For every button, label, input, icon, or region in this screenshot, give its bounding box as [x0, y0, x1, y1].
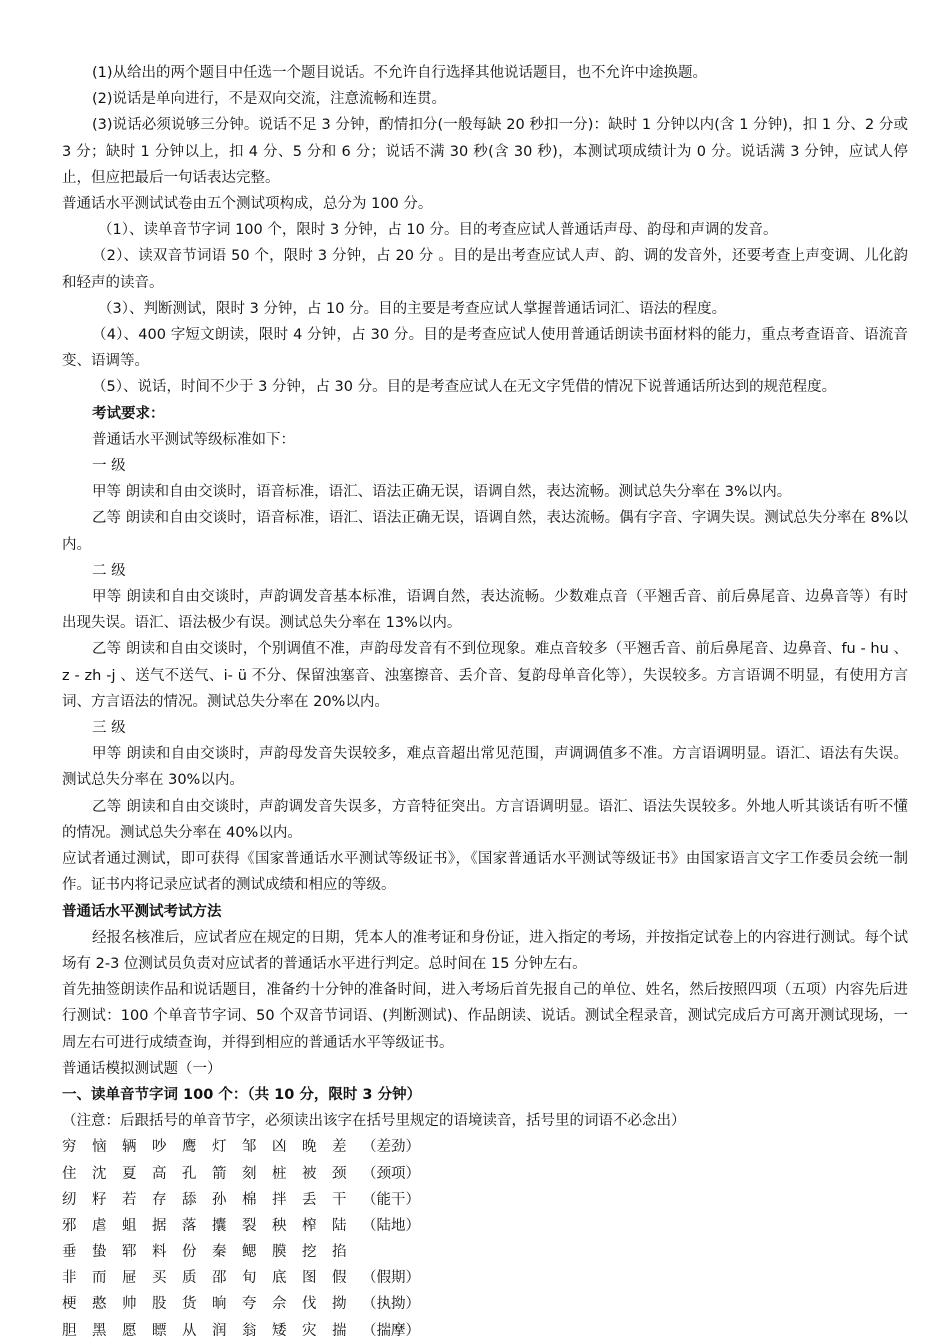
paragraph: (3)说话必须说够三分钟。说话不足 3 分钟，酌情扣分(一般每缺 20 秒扣一分)：缺时 1 分钟以内(含 1 分钟)，扣 1 分、2 分或 3 分；缺时 1 分钟以上，扣 4 分、5 分和 6 分；说话不满 30 秒(含 30 秒)，本测试项成绩计为 0 分。说话满 3 分钟，应试人停止，但应把最后一句话表达完整。	[62, 117, 908, 186]
character-cell: 舔	[182, 1191, 197, 1208]
context-word-note: （颈项）	[362, 1165, 420, 1182]
paragraph: 乙等 朗读和自由交谈时，语音标准，语汇、语法正确无误，语调自然，表达流畅。偶有字音、字调失误。测试总失分率在 8%以内。	[62, 510, 908, 553]
context-word-note: （揣摩）	[362, 1322, 420, 1339]
character-cell: 孙	[212, 1191, 227, 1208]
paragraph: 甲等 朗读和自由交谈时，声韵母发音失误较多，难点音超出常见范围，声调调值多不准。方言语调明显。语汇、语法有失误。测试总失分率在 30%以内。	[62, 746, 908, 789]
character-cell: 夏	[122, 1165, 137, 1182]
character-cell: 籽	[92, 1191, 107, 1208]
character-cell: 恼	[92, 1139, 107, 1156]
character-row	[62, 1161, 908, 1187]
character-cell: 黑	[92, 1322, 107, 1339]
paragraph: 二 级	[92, 562, 126, 579]
paragraph: 普通话水平测试试卷由五个测试项构成，总分为 100 分。	[62, 196, 433, 213]
character-cell: 憨	[92, 1296, 107, 1313]
character-cell: 邵	[212, 1270, 227, 1287]
character-cell: 落	[182, 1217, 197, 1234]
character-cell: 纫	[62, 1191, 77, 1208]
character-cell: 虐	[92, 1217, 107, 1234]
context-word-note: （能干）	[362, 1191, 420, 1208]
paragraph: 普通话模拟测试题（一）	[62, 1060, 222, 1077]
character-cell: 质	[182, 1270, 197, 1287]
paragraph: （5）、说话，时间不少于 3 分钟，占 30 分。目的是考查应试人在无文字凭借的情况下说普通话所达到的规范程度。	[92, 379, 837, 396]
character-cell: 存	[152, 1191, 167, 1208]
character-row	[62, 1213, 908, 1239]
character-cell: 矮	[272, 1322, 287, 1339]
section-heading: 普通话水平测试考试方法	[62, 903, 222, 920]
character-cell: 鹰	[182, 1139, 197, 1156]
character-cell: 从	[182, 1322, 197, 1339]
character-cell: 掐	[332, 1244, 347, 1261]
character-cell: 夸	[242, 1296, 257, 1313]
character-cell: 沈	[92, 1165, 107, 1182]
paragraph: 普通话水平测试等级标准如下：	[92, 431, 295, 448]
character-cell: 伐	[302, 1296, 317, 1313]
paragraph: 三 级	[92, 720, 126, 737]
character-cell: 邹	[242, 1139, 257, 1156]
paragraph: 首先抽签朗读作品和说话题目，准备约十分钟的准备时间，进入考场后首先报自己的单位、姓名，然后按照四项（五项）内容先后进行测试：100 个单音节字词、50 个双音节词语、(判断测试)、作品朗读、说话。测试全程录音，测试完成后方可离开测试现场，一周左右可进行成绩查询，并得到相应的普通话水平等级证书。	[62, 982, 908, 1051]
character-cell: 灯	[212, 1139, 227, 1156]
context-word-note: （假期）	[362, 1270, 420, 1287]
character-cell: 孔	[182, 1165, 197, 1182]
character-cell: 差	[332, 1139, 347, 1156]
character-cell: 秦	[212, 1244, 227, 1261]
character-cell: 拗	[332, 1296, 347, 1313]
paragraph: （2）、读双音节词语 50 个，限时 3 分钟，占 20 分 。目的是出考查应试人声、韵、调的发音外，还要考查上声变调、儿化韵和轻声的读音。	[62, 248, 908, 291]
character-cell: 辆	[122, 1139, 137, 1156]
character-cell: 高	[152, 1165, 167, 1182]
character-cell: 凶	[272, 1139, 287, 1156]
context-word-note: （执拗）	[362, 1296, 420, 1313]
character-cell: 蛰	[92, 1244, 107, 1261]
paragraph: （4）、400 字短文朗读，限时 4 分钟，占 30 分。目的是考查应试人使用普通话朗读书面材料的能力，重点考查语音、语流音变、语调等。	[62, 327, 908, 370]
character-cell: 屉	[122, 1270, 137, 1287]
character-cell: 润	[212, 1322, 227, 1339]
character-cell: 鳃	[242, 1244, 257, 1261]
character-row	[62, 1187, 908, 1213]
character-cell: 帅	[122, 1296, 137, 1313]
character-cell: 陆	[332, 1217, 347, 1234]
character-row	[62, 1291, 908, 1317]
character-cell: 桩	[272, 1165, 287, 1182]
character-cell: 刻	[242, 1165, 257, 1182]
paragraph: (1)从给出的两个题目中任选一个题目说话。不允许自行选择其他说话题目，也不允许中途换题。	[92, 65, 708, 81]
character-row	[62, 1318, 908, 1344]
character-cell: 而	[92, 1270, 107, 1287]
context-word-note: （差劲）	[362, 1139, 420, 1156]
paragraph: （1）、读单音节字词 100 个，限时 3 分钟，占 10 分。目的考查应试人普通话声母、韵母和声调的发音。	[98, 222, 778, 239]
character-cell: 郓	[122, 1244, 137, 1261]
character-cell: 买	[152, 1270, 167, 1287]
character-row	[62, 1134, 908, 1160]
character-cell: 旬	[242, 1270, 257, 1287]
character-cell: 裂	[242, 1217, 257, 1234]
character-row	[62, 1239, 908, 1265]
character-cell: 攮	[212, 1217, 227, 1234]
character-cell: 货	[182, 1296, 197, 1313]
character-cell: 底	[272, 1270, 287, 1287]
character-cell: 假	[332, 1270, 347, 1287]
character-cell: 股	[152, 1296, 167, 1313]
character-cell: 灾	[302, 1322, 317, 1339]
paragraph: 应试者通过测试，即可获得《国家普通话水平测试等级证书》，《国家普通话水平测试等级证书》由国家语言文字工作委员会统一制作。证书内将记录应试者的测试成绩和相应的等级。	[62, 851, 908, 894]
document-body	[62, 60, 908, 1344]
character-cell: 膜	[272, 1244, 287, 1261]
paragraph: 经报名核准后，应试者应在规定的日期，凭本人的准考证和身份证，进入指定的考场，并按指定试卷上的内容进行测试。每个试场有 2-3 位测试员负责对应试者的普通话水平进行判定。总时间在 15 分钟左右。	[62, 929, 908, 972]
paragraph: 甲等 朗读和自由交谈时，声韵调发音基本标准，语调自然，表达流畅。少数难点音（平翘舌音、前后鼻尾音、边鼻音等）有时出现失误。语汇、语法极少有误。测试总失分率在 13%以内。	[62, 589, 908, 632]
paragraph: 一 级	[92, 458, 126, 475]
character-cell: 非	[62, 1270, 77, 1287]
character-cell: 干	[332, 1191, 347, 1208]
character-cell: 穷	[62, 1139, 77, 1156]
character-cell: 揣	[332, 1322, 347, 1339]
character-cell: 垂	[62, 1244, 77, 1261]
character-cell: 挖	[302, 1244, 317, 1261]
paragraph: 甲等 朗读和自由交谈时，语音标准，语汇、语法正确无误，语调自然，表达流畅。测试总失分率在 3%以内。	[92, 484, 792, 501]
character-cell: 箭	[212, 1165, 227, 1182]
character-cell: 据	[152, 1217, 167, 1234]
paragraph: 乙等 朗读和自由交谈时，个别调值不准，声韵母发音有不到位现象。难点音较多（平翘舌音、前后鼻尾音、边鼻音、fu - hu 、z - zh -j 、送气不送气、i- ü 不分、保留浊塞音、浊塞擦音、丢介音、复韵母单音化等），失误较多。方言语调不明显，有使用方言词、方言语法的情况。测试总失分率在 20%以内。	[62, 641, 908, 710]
paragraph: (2)说话是单向进行，不是双向交流，注意流畅和连贯。	[92, 91, 447, 108]
character-cell: 邪	[62, 1217, 77, 1234]
context-word-note: （陆地）	[362, 1217, 420, 1234]
character-row	[62, 1265, 908, 1291]
character-cell: 棉	[242, 1191, 257, 1208]
section-heading: 一、读单音节字词 100 个：（共 10 分，限时 3 分钟）	[62, 1086, 422, 1103]
character-cell: 胆	[62, 1322, 77, 1339]
character-cell: 拌	[272, 1191, 287, 1208]
character-cell: 份	[182, 1244, 197, 1261]
character-cell: 颈	[332, 1165, 347, 1182]
character-cell: 丢	[302, 1191, 317, 1208]
section-heading: 考试要求：	[92, 405, 165, 422]
character-cell: 被	[302, 1165, 317, 1182]
character-cell: 料	[152, 1244, 167, 1261]
paragraph: （注意：后跟括号的单音节字，必须读出该字在括号里规定的语境读音，括号里的词语不必念出）	[62, 1113, 686, 1130]
character-cell: 蛆	[122, 1217, 137, 1234]
character-cell: 佘	[272, 1296, 287, 1313]
character-cell: 住	[62, 1165, 77, 1182]
character-cell: 瞟	[152, 1322, 167, 1339]
character-cell: 晚	[302, 1139, 317, 1156]
character-cell: 梗	[62, 1296, 77, 1313]
character-cell: 晌	[212, 1296, 227, 1313]
character-cell: 翁	[242, 1322, 257, 1339]
character-cell: 图	[302, 1270, 317, 1287]
character-cell: 秧	[272, 1217, 287, 1234]
paragraph: 乙等 朗读和自由交谈时，声韵调发音失误多，方音特征突出。方言语调明显。语汇、语法失误较多。外地人听其谈话有听不懂的情况。测试总失分率在 40%以内。	[62, 798, 908, 841]
character-cell: 榨	[302, 1217, 317, 1234]
character-cell: 若	[122, 1191, 137, 1208]
character-cell: 愿	[122, 1322, 137, 1339]
character-cell: 吵	[152, 1139, 167, 1156]
paragraph: （3）、判断测试，限时 3 分钟，占 10 分。目的主要是考查应试人掌握普通话词汇、语法的程度。	[98, 300, 727, 317]
character-grid	[62, 1134, 908, 1344]
